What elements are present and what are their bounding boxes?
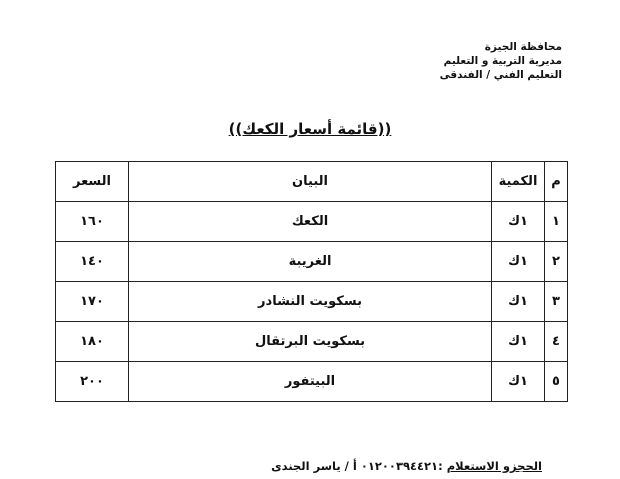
directorate-line: مديرية التربية و التعليم bbox=[443, 55, 562, 67]
row-quantity: ١ك bbox=[492, 202, 545, 242]
table-row bbox=[56, 282, 568, 322]
row-number: ٢ bbox=[545, 242, 568, 282]
contact-name: أ / ياسر الجندى bbox=[271, 459, 357, 473]
table-row bbox=[56, 362, 568, 402]
row-item: الغريبة bbox=[129, 242, 492, 282]
row-price: ١٦٠ bbox=[56, 202, 129, 242]
institution-header bbox=[440, 40, 562, 82]
row-item: الكعك bbox=[129, 202, 492, 242]
page-title: ((قائمة أسعار الكعك)) bbox=[228, 120, 392, 138]
booking-label: الحجزو الاستعلام bbox=[446, 459, 542, 473]
row-item: بسكويت البرتقال bbox=[129, 322, 492, 362]
row-price: ٢٠٠ bbox=[56, 362, 129, 402]
row-number: ١ bbox=[545, 202, 568, 242]
row-item: بسكويت النشادر bbox=[129, 282, 492, 322]
header-quantity: الكمية bbox=[492, 162, 545, 202]
governorate-line: محافظة الجيزة bbox=[484, 41, 562, 53]
table-row bbox=[56, 322, 568, 362]
row-item: البيتفور bbox=[129, 362, 492, 402]
row-number: ٥ bbox=[545, 362, 568, 402]
row-price: ١٨٠ bbox=[56, 322, 129, 362]
row-price: ١٧٠ bbox=[56, 282, 129, 322]
header-number: م bbox=[545, 162, 568, 202]
table-row bbox=[56, 202, 568, 242]
phone-number: :٠١٢٠٠٣٩٤٤٢١ bbox=[360, 459, 443, 473]
row-quantity: ١ك bbox=[492, 282, 545, 322]
contact-footer bbox=[271, 459, 542, 473]
row-quantity: ١ك bbox=[492, 322, 545, 362]
row-number: ٣ bbox=[545, 282, 568, 322]
header-price: السعر bbox=[56, 162, 129, 202]
header-description: البيان bbox=[129, 162, 492, 202]
row-quantity: ١ك bbox=[492, 362, 545, 402]
table-row bbox=[56, 242, 568, 282]
row-quantity: ١ك bbox=[492, 242, 545, 282]
table-header-row bbox=[56, 162, 568, 202]
price-table bbox=[55, 161, 568, 402]
row-number: ٤ bbox=[545, 322, 568, 362]
department-line: التعليم الفني / الفندقى bbox=[439, 69, 562, 81]
row-price: ١٤٠ bbox=[56, 242, 129, 282]
